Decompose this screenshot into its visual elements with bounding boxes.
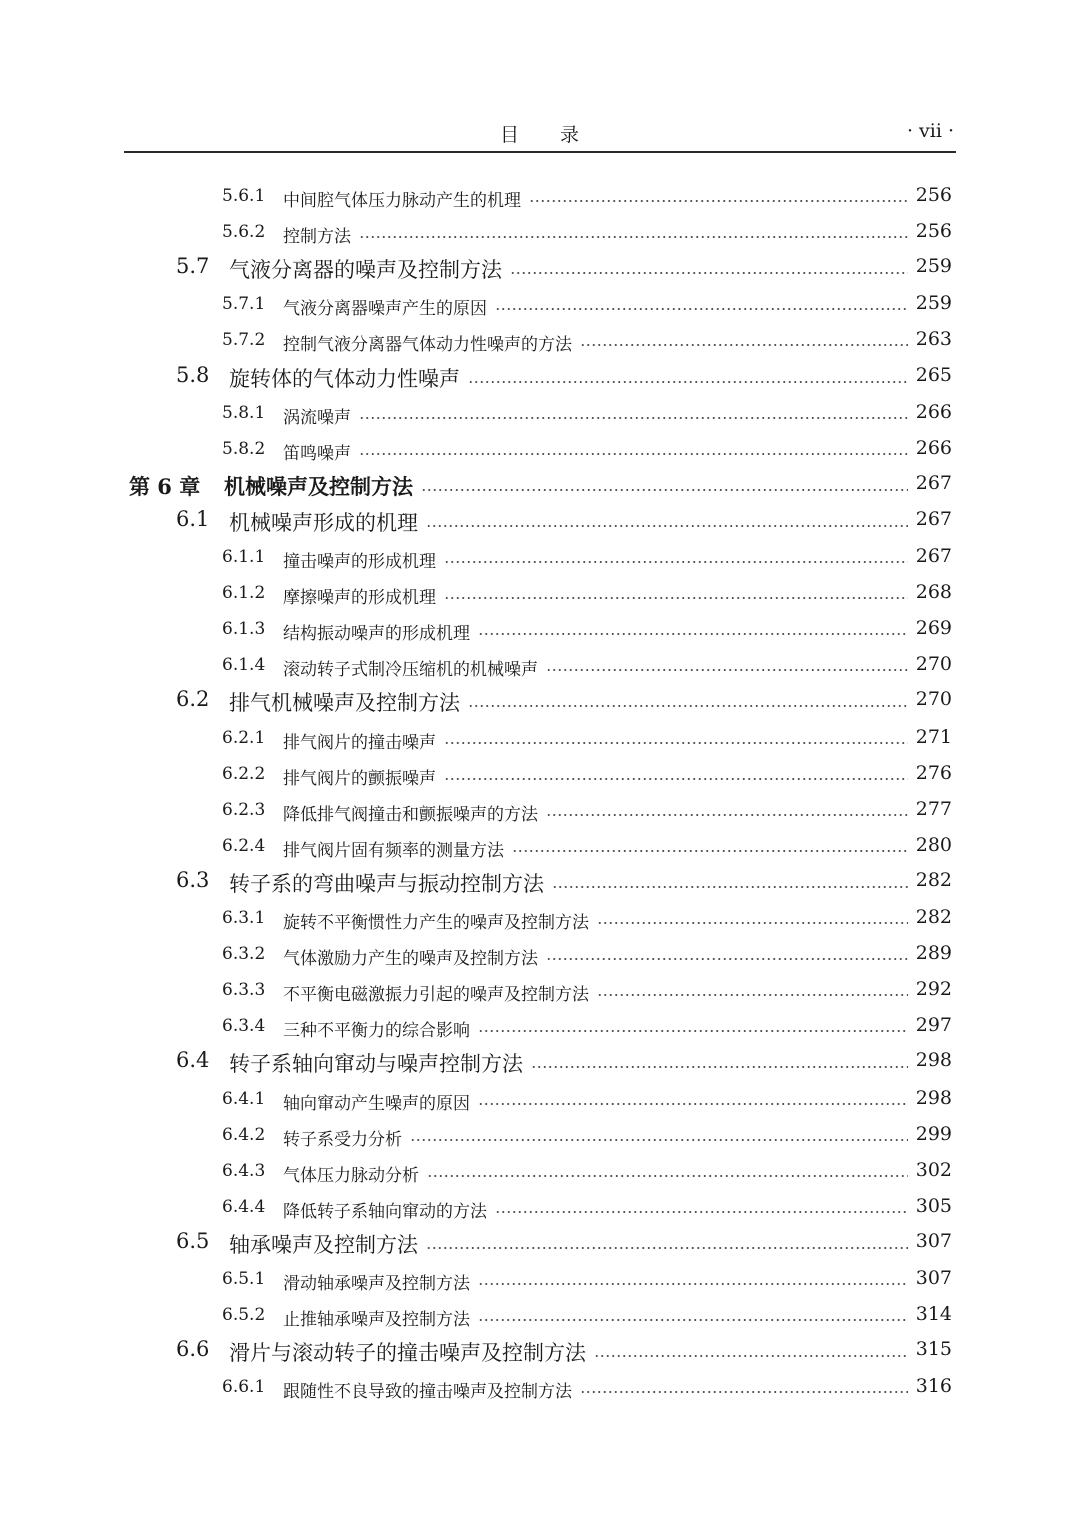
toc-entry-title: 气体压力脉动分析 (283, 1165, 419, 1186)
toc-entry-page: 298 (915, 1086, 952, 1109)
toc-entry[interactable] (0, 1081, 1080, 1113)
toc-entry-page: 267 (915, 545, 952, 567)
toc-entry[interactable] (0, 395, 1080, 427)
toc-leader-dots (444, 597, 908, 599)
toc-leader-dots (444, 742, 908, 744)
header-rule (124, 151, 956, 153)
toc-entry[interactable] (0, 214, 1080, 246)
toc-entry-page: 280 (915, 833, 952, 856)
toc-entry[interactable] (0, 1153, 1080, 1185)
toc-leader-dots (478, 633, 908, 635)
toc-entry-page: 267 (915, 471, 952, 494)
toc-entry[interactable] (0, 720, 1080, 752)
toc-entry-title: 滚动转子式制冷压缩机的机械噪声 (283, 660, 538, 681)
toc-entry-title: 结构振动噪声的形成机理 (283, 624, 470, 645)
toc-entry[interactable] (0, 828, 1080, 860)
toc-entry-title: 撞击噪声的形成机理 (283, 552, 436, 572)
toc-entry-number: 6.3.3 (222, 980, 266, 1001)
toc-entry[interactable] (0, 322, 1080, 354)
toc-entry-page: 277 (915, 797, 952, 820)
toc-entry-number: 5.7.1 (222, 294, 266, 315)
toc-entry[interactable] (0, 792, 1080, 824)
toc-entry-title: 控制气液分离器气体动力性噪声的方法 (283, 335, 572, 356)
toc-leader-dots (510, 272, 908, 274)
toc-entry-page: 263 (915, 328, 952, 351)
toc-entry-number: 5.7 (176, 254, 210, 279)
toc-entry-number: 6.1 (176, 506, 210, 531)
toc-entry-title: 轴向窜动产生噪声的原因 (283, 1093, 470, 1114)
toc-entry-title: 降低排气阀撞击和颤振噪声的方法 (283, 804, 538, 825)
toc-entry-title: 机械噪声形成的机理 (229, 510, 418, 535)
toc-entry-number: 6.3.1 (222, 908, 266, 928)
page-title: 目 录 (499, 124, 580, 146)
toc-entry-title: 降低转子系轴向窜动的方法 (283, 1201, 487, 1222)
toc-entry-page: 314 (915, 1303, 952, 1326)
toc-entry-number: 5.8 (176, 362, 210, 387)
toc-entry-page: 265 (915, 363, 952, 386)
toc-entry-number: 6.1.4 (222, 655, 266, 676)
toc-leader-dots (478, 1283, 908, 1285)
toc-leader-dots (468, 705, 908, 707)
toc-entry-page: 259 (915, 255, 952, 278)
toc-entry-page: 271 (915, 725, 952, 748)
toc-entry-title: 排气阀片的撞击噪声 (283, 732, 436, 753)
toc-entry-page: 315 (915, 1338, 952, 1361)
toc-entry-number: 5.6.1 (222, 186, 266, 206)
toc-leader-dots (529, 200, 908, 202)
toc-entry-title: 转子系轴向窜动与噪声控制方法 (229, 1052, 523, 1077)
toc-entry[interactable] (0, 178, 1080, 210)
toc-entry[interactable] (0, 1044, 1080, 1076)
toc-entry-page: 270 (915, 653, 952, 676)
toc-entry[interactable] (0, 900, 1080, 932)
toc-entry-title: 气液分离器噪声产生的原因 (283, 299, 487, 320)
toc-entry-number: 6.2.2 (222, 763, 266, 784)
toc-entry[interactable] (0, 611, 1080, 643)
toc-entry-number: 6.4 (176, 1048, 210, 1073)
toc-entry-title: 止推轴承噪声及控制方法 (283, 1310, 470, 1331)
toc-entry-number: 5.7.2 (222, 330, 266, 351)
toc-entry-title: 转子系的弯曲噪声与振动控制方法 (229, 871, 544, 896)
toc-entry-page: 282 (915, 868, 952, 891)
toc-entry-number: 6.3 (176, 867, 210, 892)
toc-entry[interactable] (0, 647, 1080, 679)
toc-entry[interactable] (0, 864, 1080, 896)
toc-leader-dots (410, 1139, 908, 1141)
toc-entry-page: 276 (915, 761, 952, 784)
toc-entry-number: 6.3.2 (222, 944, 266, 965)
toc-entry-page: 307 (915, 1229, 952, 1252)
toc-entry-page: 270 (915, 688, 952, 711)
toc-entry[interactable] (0, 756, 1080, 788)
toc-entry-number: 5.6.2 (222, 222, 266, 243)
toc-entry-number: 6.5.1 (222, 1269, 266, 1289)
toc-leader-dots (546, 814, 908, 816)
toc-entry-title: 滑片与滚动转子的撞击噪声及控制方法 (229, 1341, 586, 1366)
toc-leader-dots (478, 1103, 908, 1105)
toc-leader-dots (580, 1391, 908, 1393)
toc-entry-title: 三种不平衡力的综合影响 (283, 1021, 470, 1042)
toc-leader-dots (478, 1030, 908, 1032)
toc-entry-title: 排气阀片的颤振噪声 (283, 768, 436, 789)
toc-entry-number: 5.8.1 (222, 402, 266, 423)
toc-entry[interactable] (0, 1297, 1080, 1329)
toc-leader-dots (512, 850, 908, 852)
toc-leader-dots (580, 344, 908, 346)
toc-entry-page: 289 (915, 942, 952, 965)
toc-entry-title: 滑动轴承噪声及控制方法 (283, 1274, 470, 1294)
toc-entry-page: 316 (915, 1375, 952, 1398)
toc-entry-number: 6.4.4 (222, 1196, 266, 1217)
toc-entry[interactable] (0, 431, 1080, 463)
toc-entry[interactable] (0, 1369, 1080, 1401)
toc-entry-number: 6.2.1 (222, 727, 266, 748)
toc-leader-dots (427, 1175, 908, 1177)
toc-entry-number: 6.4.1 (222, 1088, 266, 1109)
toc-entry[interactable] (0, 1333, 1080, 1365)
toc-entry-page: 267 (915, 507, 952, 530)
toc-entry-number: 6.1.1 (222, 547, 266, 567)
toc-entry[interactable] (0, 1225, 1080, 1257)
toc-leader-dots (426, 1247, 908, 1249)
toc-leader-dots (426, 525, 908, 527)
toc-leader-dots (478, 1319, 908, 1321)
toc-entry[interactable] (0, 1008, 1080, 1040)
toc-entry[interactable] (0, 1261, 1080, 1293)
toc-leader-dots (597, 994, 908, 996)
toc-entry[interactable] (0, 286, 1080, 318)
toc-entry-title: 气液分离器的噪声及控制方法 (229, 258, 502, 283)
toc-entry-page: 256 (915, 184, 952, 206)
toc-leader-dots (444, 561, 908, 563)
toc-leader-dots (359, 236, 908, 238)
toc-entry-title: 排气阀片固有频率的测量方法 (283, 840, 504, 861)
toc-entry-number: 6.2 (176, 687, 210, 712)
toc-leader-dots (359, 453, 908, 455)
toc-entry[interactable] (0, 683, 1080, 715)
toc-entry-number: 6.1.3 (222, 619, 266, 640)
toc-entry-number: 5.8.2 (222, 438, 266, 459)
toc-leader-dots (359, 417, 908, 419)
toc-leader-dots (531, 1066, 908, 1068)
toc-entry-title: 旋转不平衡惯性力产生的噪声及控制方法 (283, 913, 589, 933)
toc-entry-page: 307 (915, 1267, 952, 1289)
toc-entry-page: 305 (915, 1194, 952, 1217)
toc-entry-page: 266 (915, 400, 952, 423)
toc-entry-number: 6.6.1 (222, 1377, 266, 1398)
toc-entry-title: 跟随性不良导致的撞击噪声及控制方法 (283, 1382, 572, 1403)
toc-entry-page: 297 (915, 1014, 952, 1037)
toc-entry[interactable] (0, 1117, 1080, 1149)
toc-entry-title: 机械噪声及控制方法 (224, 473, 413, 499)
toc-entry[interactable] (0, 1189, 1080, 1221)
page-header (124, 118, 956, 152)
toc-leader-dots (597, 922, 908, 924)
toc-entry-number: 6.5.2 (222, 1305, 266, 1326)
toc-entry-page: 266 (915, 436, 952, 459)
toc-leader-dots (594, 1355, 908, 1357)
toc-entry-number: 6.4.3 (222, 1160, 266, 1181)
toc-entry-page: 282 (915, 906, 952, 928)
page-number: · vii · (906, 120, 954, 142)
toc-entry[interactable] (0, 936, 1080, 968)
toc-entry-number: 第 6 章 (129, 473, 201, 499)
toc-entry-page: 298 (915, 1049, 952, 1072)
toc-leader-dots (468, 381, 908, 383)
toc-leader-dots (495, 1211, 908, 1213)
toc-entry-page: 299 (915, 1122, 952, 1145)
toc-entry-number: 6.2.3 (222, 799, 266, 820)
toc-entry[interactable] (0, 575, 1080, 607)
toc-leader-dots (552, 886, 908, 888)
toc-entry-title: 轴承噪声及控制方法 (229, 1232, 418, 1257)
toc-entry-number: 6.3.4 (222, 1016, 266, 1037)
toc-leader-dots (495, 308, 908, 310)
toc-entry-number: 6.4.2 (222, 1124, 266, 1145)
toc-entry-number: 6.2.4 (222, 835, 266, 856)
toc-entry-title: 排气机械噪声及控制方法 (229, 691, 460, 716)
toc-entry-page: 302 (915, 1158, 952, 1181)
toc-entry[interactable] (0, 972, 1080, 1004)
toc-entry-number: 6.6 (176, 1337, 210, 1362)
toc-entry-number: 6.5 (176, 1228, 210, 1253)
toc-entry-title: 笛鸣噪声 (283, 443, 351, 464)
toc-leader-dots (546, 669, 908, 671)
toc-entry-title: 旋转体的气体动力性噪声 (229, 366, 460, 391)
toc-entry-page: 259 (915, 292, 952, 315)
toc-entry[interactable] (0, 503, 1080, 535)
toc-entry-title: 转子系受力分析 (283, 1129, 402, 1150)
toc-entry-title: 摩擦噪声的形成机理 (283, 588, 436, 609)
toc-leader-dots (546, 958, 908, 960)
toc-leader-dots (421, 489, 908, 491)
toc-entry-page: 268 (915, 581, 952, 604)
toc-entry-title: 涡流噪声 (283, 407, 351, 428)
toc-entry[interactable] (0, 467, 1080, 499)
toc-entry[interactable] (0, 250, 1080, 282)
toc-entry[interactable] (0, 359, 1080, 391)
toc-entry-number: 6.1.2 (222, 583, 266, 604)
toc-entry-title: 控制方法 (283, 227, 351, 248)
toc-entry-page: 256 (915, 220, 952, 243)
toc-entry-page: 269 (915, 617, 952, 640)
toc-leader-dots (444, 778, 908, 780)
toc-entry[interactable] (0, 539, 1080, 571)
toc-entry-title: 气体激励力产生的噪声及控制方法 (283, 949, 538, 970)
toc-entry-title: 中间腔气体压力脉动产生的机理 (283, 191, 521, 211)
toc-entry-page: 292 (915, 978, 952, 1001)
toc-entry-title: 不平衡电磁激振力引起的噪声及控制方法 (283, 985, 589, 1006)
